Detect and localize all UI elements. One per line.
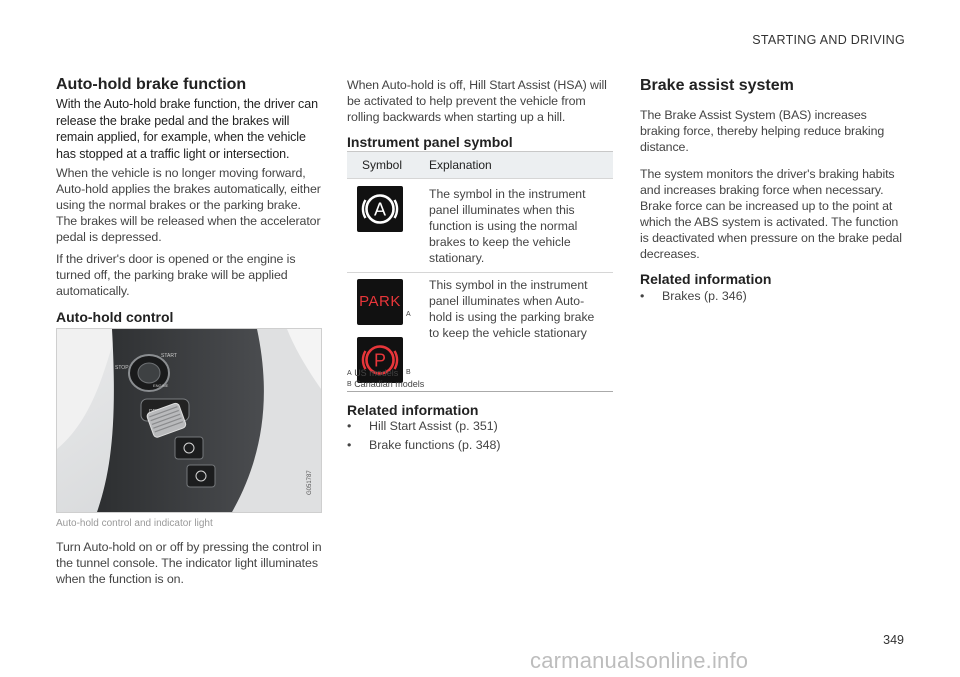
auto-hold-a-letter: A bbox=[373, 199, 387, 220]
auto-hold-para-2: If the driver's door is opened or the engine is turned off, the parking brake will be applied automatically. bbox=[56, 252, 296, 298]
stop-label: STOP bbox=[115, 365, 129, 371]
bullet-icon: • bbox=[640, 289, 645, 303]
table-row bbox=[347, 179, 613, 273]
list-item[interactable]: • Brakes (p. 346) bbox=[640, 289, 747, 303]
auto-hold-lead: With the Auto-hold brake function, the driver can release the brake pedal and the brakes will remain applied, for example, when the vehicle has stopped at a traffic light or intersection. bbox=[56, 97, 318, 161]
row2-explanation: This symbol in the instrument panel illuminates when Auto-hold is using the parking brake to keep the vehicle stationary bbox=[421, 273, 613, 392]
bullet-icon: • bbox=[347, 438, 352, 452]
marker-us: A bbox=[406, 311, 411, 318]
console-illustration bbox=[57, 329, 321, 512]
col-header-explanation: Explanation bbox=[421, 152, 613, 179]
symbol-table bbox=[347, 151, 613, 392]
engine-label: ENGINE bbox=[153, 383, 169, 388]
p-letter: P bbox=[373, 350, 387, 371]
auto-hold-control-heading: Auto-hold control bbox=[56, 309, 174, 325]
auto-hold-title: Auto-hold brake function bbox=[56, 76, 247, 93]
list-item[interactable]: • Hill Start Assist (p. 351) bbox=[347, 419, 498, 433]
hsa-text: When Auto-hold is off, Hill Start Assist (HSA) will be activated to help prevent the vehicle from rolling backwards when starting up a hill. bbox=[347, 78, 607, 124]
marker-ca: B bbox=[406, 369, 411, 376]
related-heading: Related information bbox=[640, 271, 772, 287]
start-label: START bbox=[161, 353, 177, 359]
instrument-panel-heading: Instrument panel symbol bbox=[347, 134, 513, 150]
brake-assist-para-1: The Brake Assist System (BAS) increases braking force, thereby helping reduce braking distance. bbox=[640, 108, 885, 154]
park-text-icon: PARK bbox=[357, 279, 403, 325]
image-code: G051787 bbox=[307, 470, 313, 495]
page-number: 349 bbox=[883, 633, 904, 647]
related-heading: Related information bbox=[347, 402, 479, 418]
footnotes bbox=[347, 368, 424, 390]
watermark: carmanualsonline.info bbox=[530, 648, 749, 673]
brake-assist-para-2: The system monitors the driver's braking habits and increases braking force when necessary. Brake force can be increased up to the point at which the ABS system is activated. The function is deactivated when pressure on the brake pedal decreases. bbox=[640, 167, 902, 261]
auto-hold-para-3: Turn Auto-hold on or off by pressing the control in the tunnel console. The indicator light illuminates when the function is on. bbox=[56, 540, 322, 586]
col-header-symbol: Symbol bbox=[347, 152, 421, 179]
auto-hold-para-1: When the vehicle is no longer moving forward, Auto-hold applies the brakes automatically, either using the normal brakes or the parking brake. The brakes will be released when the accelerator pedal is depressed. bbox=[56, 166, 321, 244]
auto-hold-a-icon bbox=[357, 186, 403, 232]
auto-hold-control-photo bbox=[56, 328, 322, 513]
section-header: STARTING AND DRIVING bbox=[752, 33, 905, 47]
list-item[interactable]: • Brake functions (p. 348) bbox=[347, 438, 501, 452]
row1-explanation: The symbol in the instrument panel illuminates when this function is using the normal brakes to keep the vehicle stationary. bbox=[421, 179, 613, 273]
bullet-icon: • bbox=[347, 419, 352, 433]
footnote: $^B$ Canadian models bbox=[347, 379, 425, 389]
photo-caption: Auto-hold control and indicator light bbox=[56, 518, 213, 529]
footnote: $^A$ US models bbox=[347, 368, 399, 378]
brake-assist-title: Brake assist system bbox=[640, 77, 794, 94]
